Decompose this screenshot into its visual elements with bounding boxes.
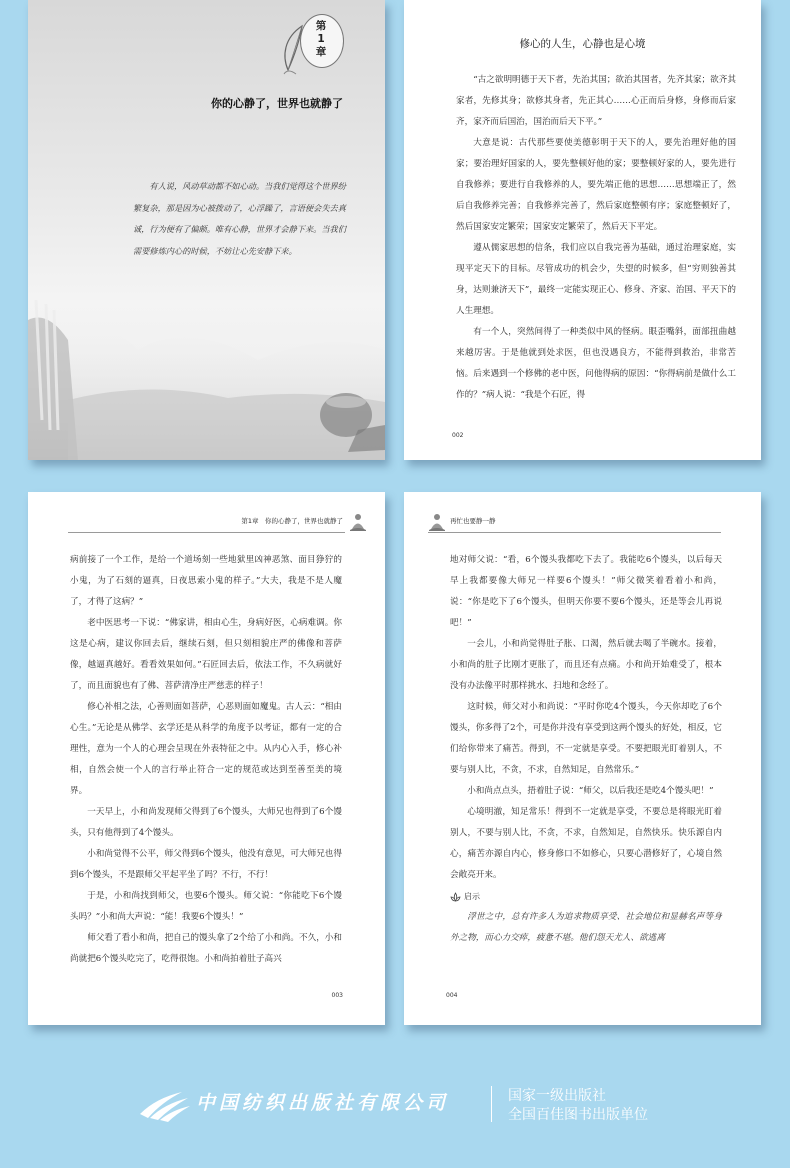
publisher-honor: 全国百佳图书出版单位 (508, 1107, 648, 1123)
header-rule (68, 532, 345, 533)
buddha-icon (349, 512, 367, 532)
paragraph: 遵从儒家思想的信条，我们应以自我完善为基础，通过治理家庭，实现平定天下的目标。尽管成功的机会少，失望的时候多，但“穷则独善其身，达则兼济天下”，最终一定能实现正心、修身、齐家、治国、平天下的人生理想。 (456, 243, 736, 316)
paragraph: 小和尚点点头，捂着肚子说：“师父，以后我还是吃4个馒头吧！” (467, 786, 714, 796)
ink-landscape-illustration (28, 280, 385, 460)
header-rule (428, 532, 721, 533)
paragraph: 心境明澈，知足常乐！得到不一定就是享受，不要总是将眼光盯着别人，不要与别人比，不贪，不求，自然知足，自然快乐。快乐源自内心，痛苦亦源自内心，修身修口不如修心，只要心潜修好了，心境自然会敞亮开来。 (450, 807, 722, 880)
page-number: 002 (452, 432, 464, 439)
insight-heading-label: 启示 (464, 892, 480, 901)
page-number: 003 (331, 992, 343, 999)
paragraph: 病前接了一个工作，是给一个道场刻一些地狱里凶神恶煞、面目狰狞的小鬼，为了石刻的逼真，日夜思索小鬼的样子。”大夫，我是不是人魔了，才得了这病？” (70, 555, 342, 607)
publisher-logo-icon (138, 1084, 190, 1122)
paragraph: 于是，小和尚找到师父，也要6个馒头。师父说：“你能吃下6个馒头吗？”小和尚大声说：“能！我要6个馒头！” (70, 891, 342, 922)
insight-paragraph: 浮世之中，总有许多人为追求物质享受、社会地位和显赫名声等身外之物，而心力交瘁，疲惫不堪。他们怨天尤人、欲逃离 (450, 912, 722, 943)
paragraph: 修心补相之法，心善则面如菩萨，心恶则面如魔鬼。古人云：“相由心生。”无论是从佛学、玄学还是从科学的角度予以考证，都有一定的合理性，意为一个人的心理会呈现在外表特征之中。从内心入手，修心补相，自然会使一个人的言行举止符合一定的规范或达到至善至美的境界。 (70, 702, 342, 796)
page-004-body (450, 550, 722, 949)
chapter-label: 第 1 章 (315, 20, 327, 58)
chapter-intro: 有人说，风动草动都不如心动。当我们觉得这个世界纷繁复杂，那是因为心被拨动了，心浮躁了，言语便会失去真诚，行为便有了偏颇。唯有心静，世界才会静下来。当我们需要修炼内心的时候，不妨让心先安静下来。 (133, 181, 346, 256)
paragraph: 老中医思考一下说：“佛家讲，相由心生，身病好医，心病难调。你这是心病，建议你回去后，继续石刻，但只刻相貌庄严的佛像和菩萨像，越逼真越好。看看效果如何。”石匠回去后，依法工作，不久病就好了，而且面貌也有了佛、菩萨清净庄严慈悲的样子！ (70, 618, 342, 691)
page-003-body (70, 550, 342, 970)
section-title: 修心的人生，心静也是心境 (519, 38, 646, 50)
publisher-rank: 国家一级出版社 (508, 1088, 606, 1104)
paragraph: 一天早上，小和尚发现师父得到了6个馒头，大师兄也得到了6个馒头，只有他得到了4个馒头。 (70, 807, 342, 838)
insight-heading (450, 886, 722, 907)
page-number: 004 (446, 992, 458, 999)
footer-divider (491, 1086, 492, 1122)
paragraph: 有一个人，突然间得了一种类似中风的怪病。眼歪嘴斜，面部扭曲越来越厉害。于是他就到处求医，但也没遇良方，不能得到救治，非常苦恼。后来遇到一个修佛的老中医，问他得病的原因：“你得病前是做什么工作的？”病人说：“我是个石匠，得 (456, 327, 736, 400)
page-002 (404, 0, 761, 460)
paragraph: 小和尚觉得不公平，师父得到6个馒头，他没有意见，可大师兄也得到6个馒头，不是跟师父平起平坐了吗？不行，不行！ (70, 849, 342, 880)
page-003 (28, 492, 385, 1025)
page-002-body (456, 70, 736, 406)
paragraph: 一会儿，小和尚觉得肚子胀、口渴，然后就去喝了半碗水。接着，小和尚的肚子比刚才更胀了，而且还有点痛。小和尚开始难受了，根本没有办法像平时那样挑水、扫地和念经了。 (450, 639, 722, 691)
page-001-chapter-opener (28, 0, 385, 460)
page-004 (404, 492, 761, 1025)
running-head: 再忙也要静一静 (450, 517, 496, 525)
lotus-icon (450, 892, 461, 902)
paragraph: 这时候，师父对小和尚说：“平时你吃4个馒头，今天你却吃了6个馒头，你多得了2个，可是你并没有享受到这两个馒头的好处，相反，它们给你带来了痛苦。得到，不一定就是享受。不要把眼光盯着别人，不要与别人比，不贪，不求，自然知足，自然常乐。” (450, 702, 722, 775)
buddha-icon (428, 512, 446, 532)
publisher-name: 中国纺织出版社有限公司 (196, 1092, 450, 1114)
paragraph: 地对师父说：“看，6个馒头我都吃下去了。我能吃6个馒头，以后每天早上我都要像大师兄一样要6个馒头！”师父微笑着看着小和尚，说：“你是吃下了6个馒头，但明天你要不要6个馒头，还是等会儿再说吧！” (450, 555, 722, 628)
paragraph: “古之欲明明德于天下者，先治其国；欲治其国者，先齐其家；欲齐其家者，先修其身；欲修其身者，先正其心……心正而后身修，身修而后家齐，家齐而后国治，国治而后天下平。” (456, 75, 736, 127)
paragraph: 大意是说：古代那些要使美德彰明于天下的人，要先治理好他的国家；要治理好国家的人，要先整顿好他的家；要整顿好家的人，要先进行自我修养；要进行自我修养的人，要先端正他的思想……思想端正了，然后自我修养完善；自我修养完善了，然后家庭整顿有序；家庭整顿好了，然后国家安定繁荣；国家安定繁荣了，然后天下平定。 (456, 138, 736, 232)
running-head: 第1章 你的心静了，世界也就静了 (241, 517, 343, 525)
chapter-title: 你的心静了，世界也就静了 (211, 97, 343, 110)
paragraph: 师父看了看小和尚，把自己的馒头拿了2个给了小和尚。不久，小和尚就把6个馒头吃完了，吃得很饱。小和尚拍着肚子高兴 (70, 933, 342, 964)
